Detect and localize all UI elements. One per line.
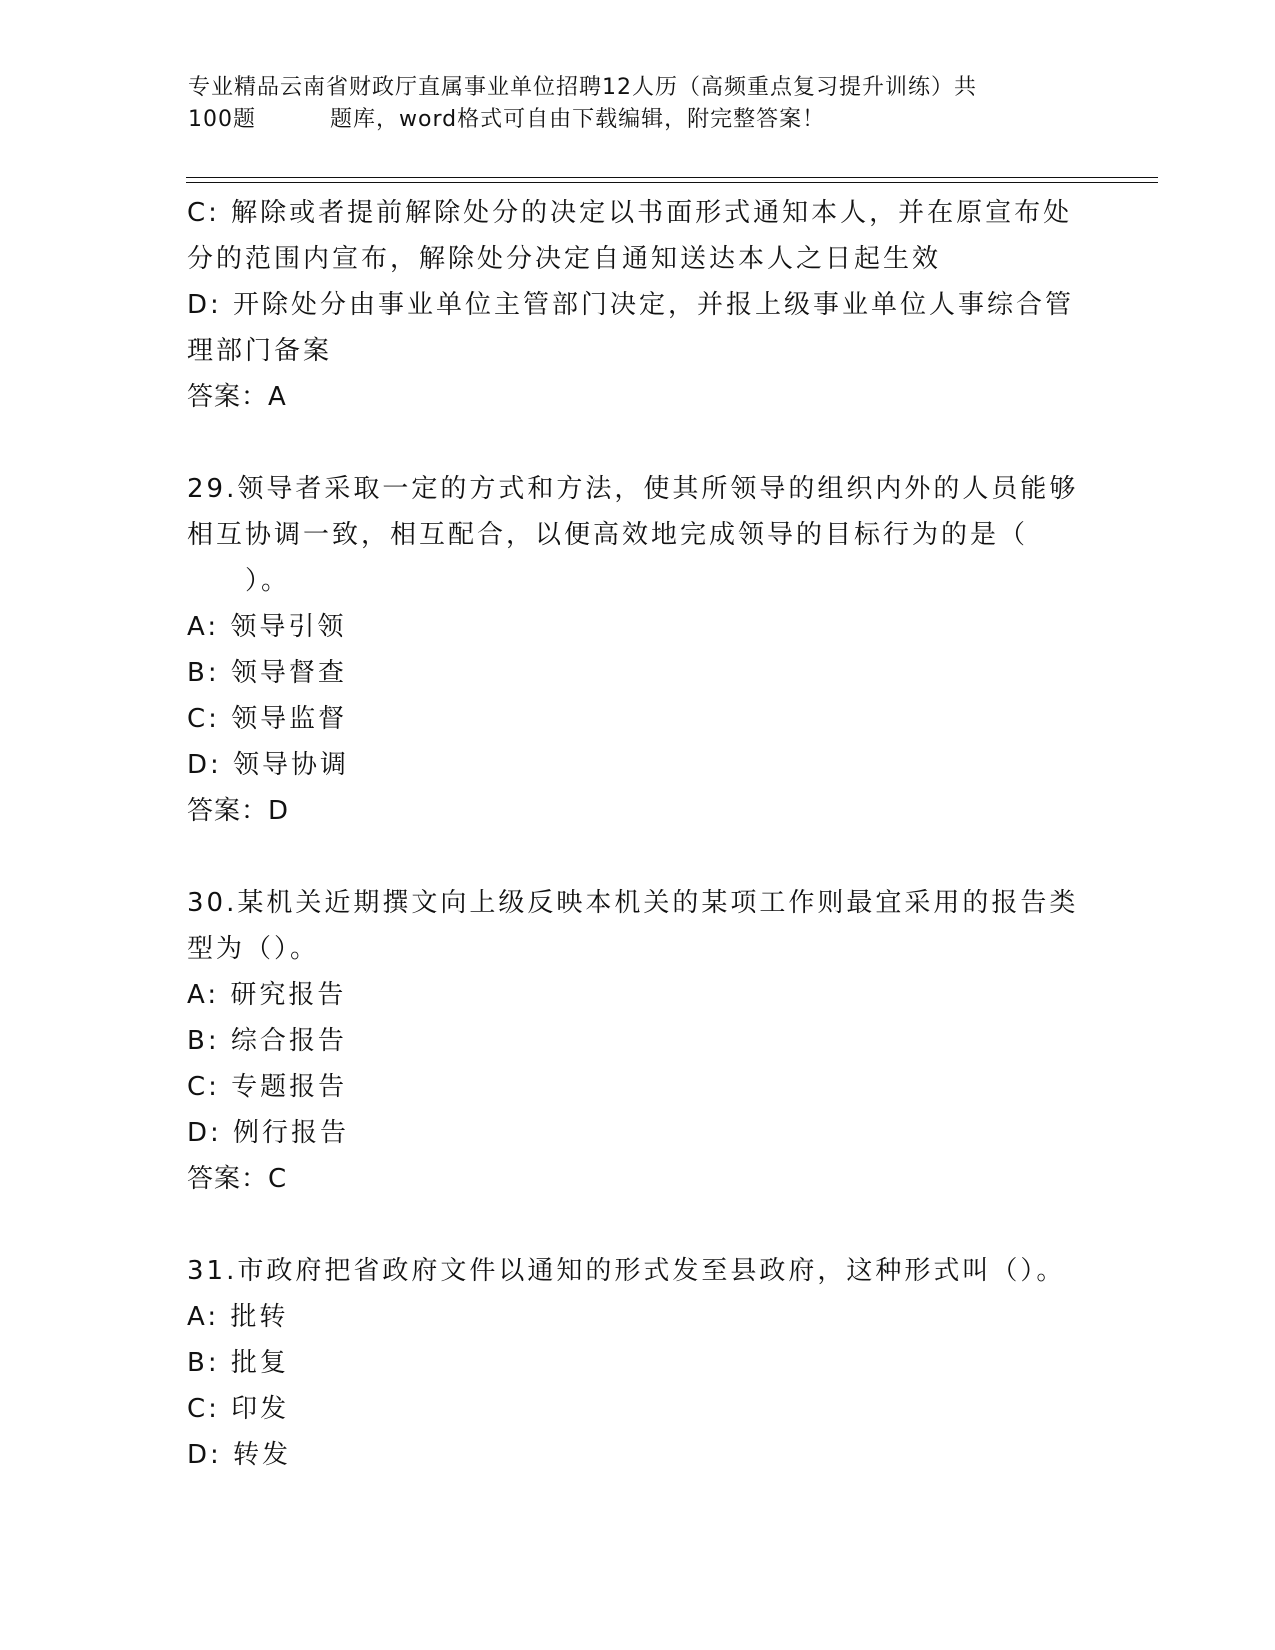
header-divider-thick [186,182,1158,183]
header-question-count: 100题 [188,107,256,132]
question-29-answer: 答案：D [187,796,290,826]
question-29-option-b: B: 领导督查 [187,658,347,688]
question-31-stem: 31.市政府把省政府文件以通知的形式发至县政府，这种形式叫（）。 [187,1256,1066,1286]
header-divider-thin [186,177,1158,178]
question-31-option-c: C: 印发 [187,1394,290,1424]
question-30-answer: 答案：C [187,1164,288,1194]
question-29-stem-continued: 相互协调一致，相互配合，以便高效地完成领导的目标行为的是（ [187,520,1029,550]
question-30-option-a: A: 研究报告 [187,980,347,1010]
question-31-option-d: D: 转发 [187,1440,292,1470]
header-title-line-1: 专业精品云南省财政厅直属事业单位招聘12人历（高频重点复习提升训练）共 [188,75,977,100]
question-29-stem: 29.领导者采取一定的方式和方法，使其所领导的组织内外的人员能够 [187,474,1079,504]
question-31-option-b: B: 批复 [187,1348,289,1378]
question-30-stem: 30.某机关近期撰文向上级反映本机关的某项工作则最宜采用的报告类 [187,888,1079,918]
answer: 答案：A [187,382,287,412]
question-30-option-c: C: 专题报告 [187,1072,348,1102]
question-content [187,190,1087,1478]
header-title-line-2 [188,104,1088,136]
question-29-option-c: C: 领导监督 [187,704,348,734]
option-d: D: 开除处分由事业单位主管部门决定，并报上级事业单位人事综合管 [187,290,1075,320]
question-31-option-a: A: 批转 [187,1302,289,1332]
question-30-option-d: D: 例行报告 [187,1118,350,1148]
question-29-option-d: D: 领导协调 [187,750,350,780]
question-30-option-b: B: 综合报告 [187,1026,347,1056]
option-c-continued: 分的范围内宣布，解除处分决定自通知送达本人之日起生效 [187,244,942,274]
question-29-option-a: A: 领导引领 [187,612,347,642]
option-c: C: 解除或者提前解除处分的决定以书面形式通知本人，并在原宣布处 [187,198,1073,228]
question-29-stem-end: ）。 [245,566,291,596]
document-header [188,72,1088,136]
question-30-stem-continued: 型为（）。 [187,934,320,964]
header-description: 题库，word格式可自由下载编辑，附完整答案！ [330,107,826,132]
option-d-continued: 理部门备案 [187,336,333,366]
